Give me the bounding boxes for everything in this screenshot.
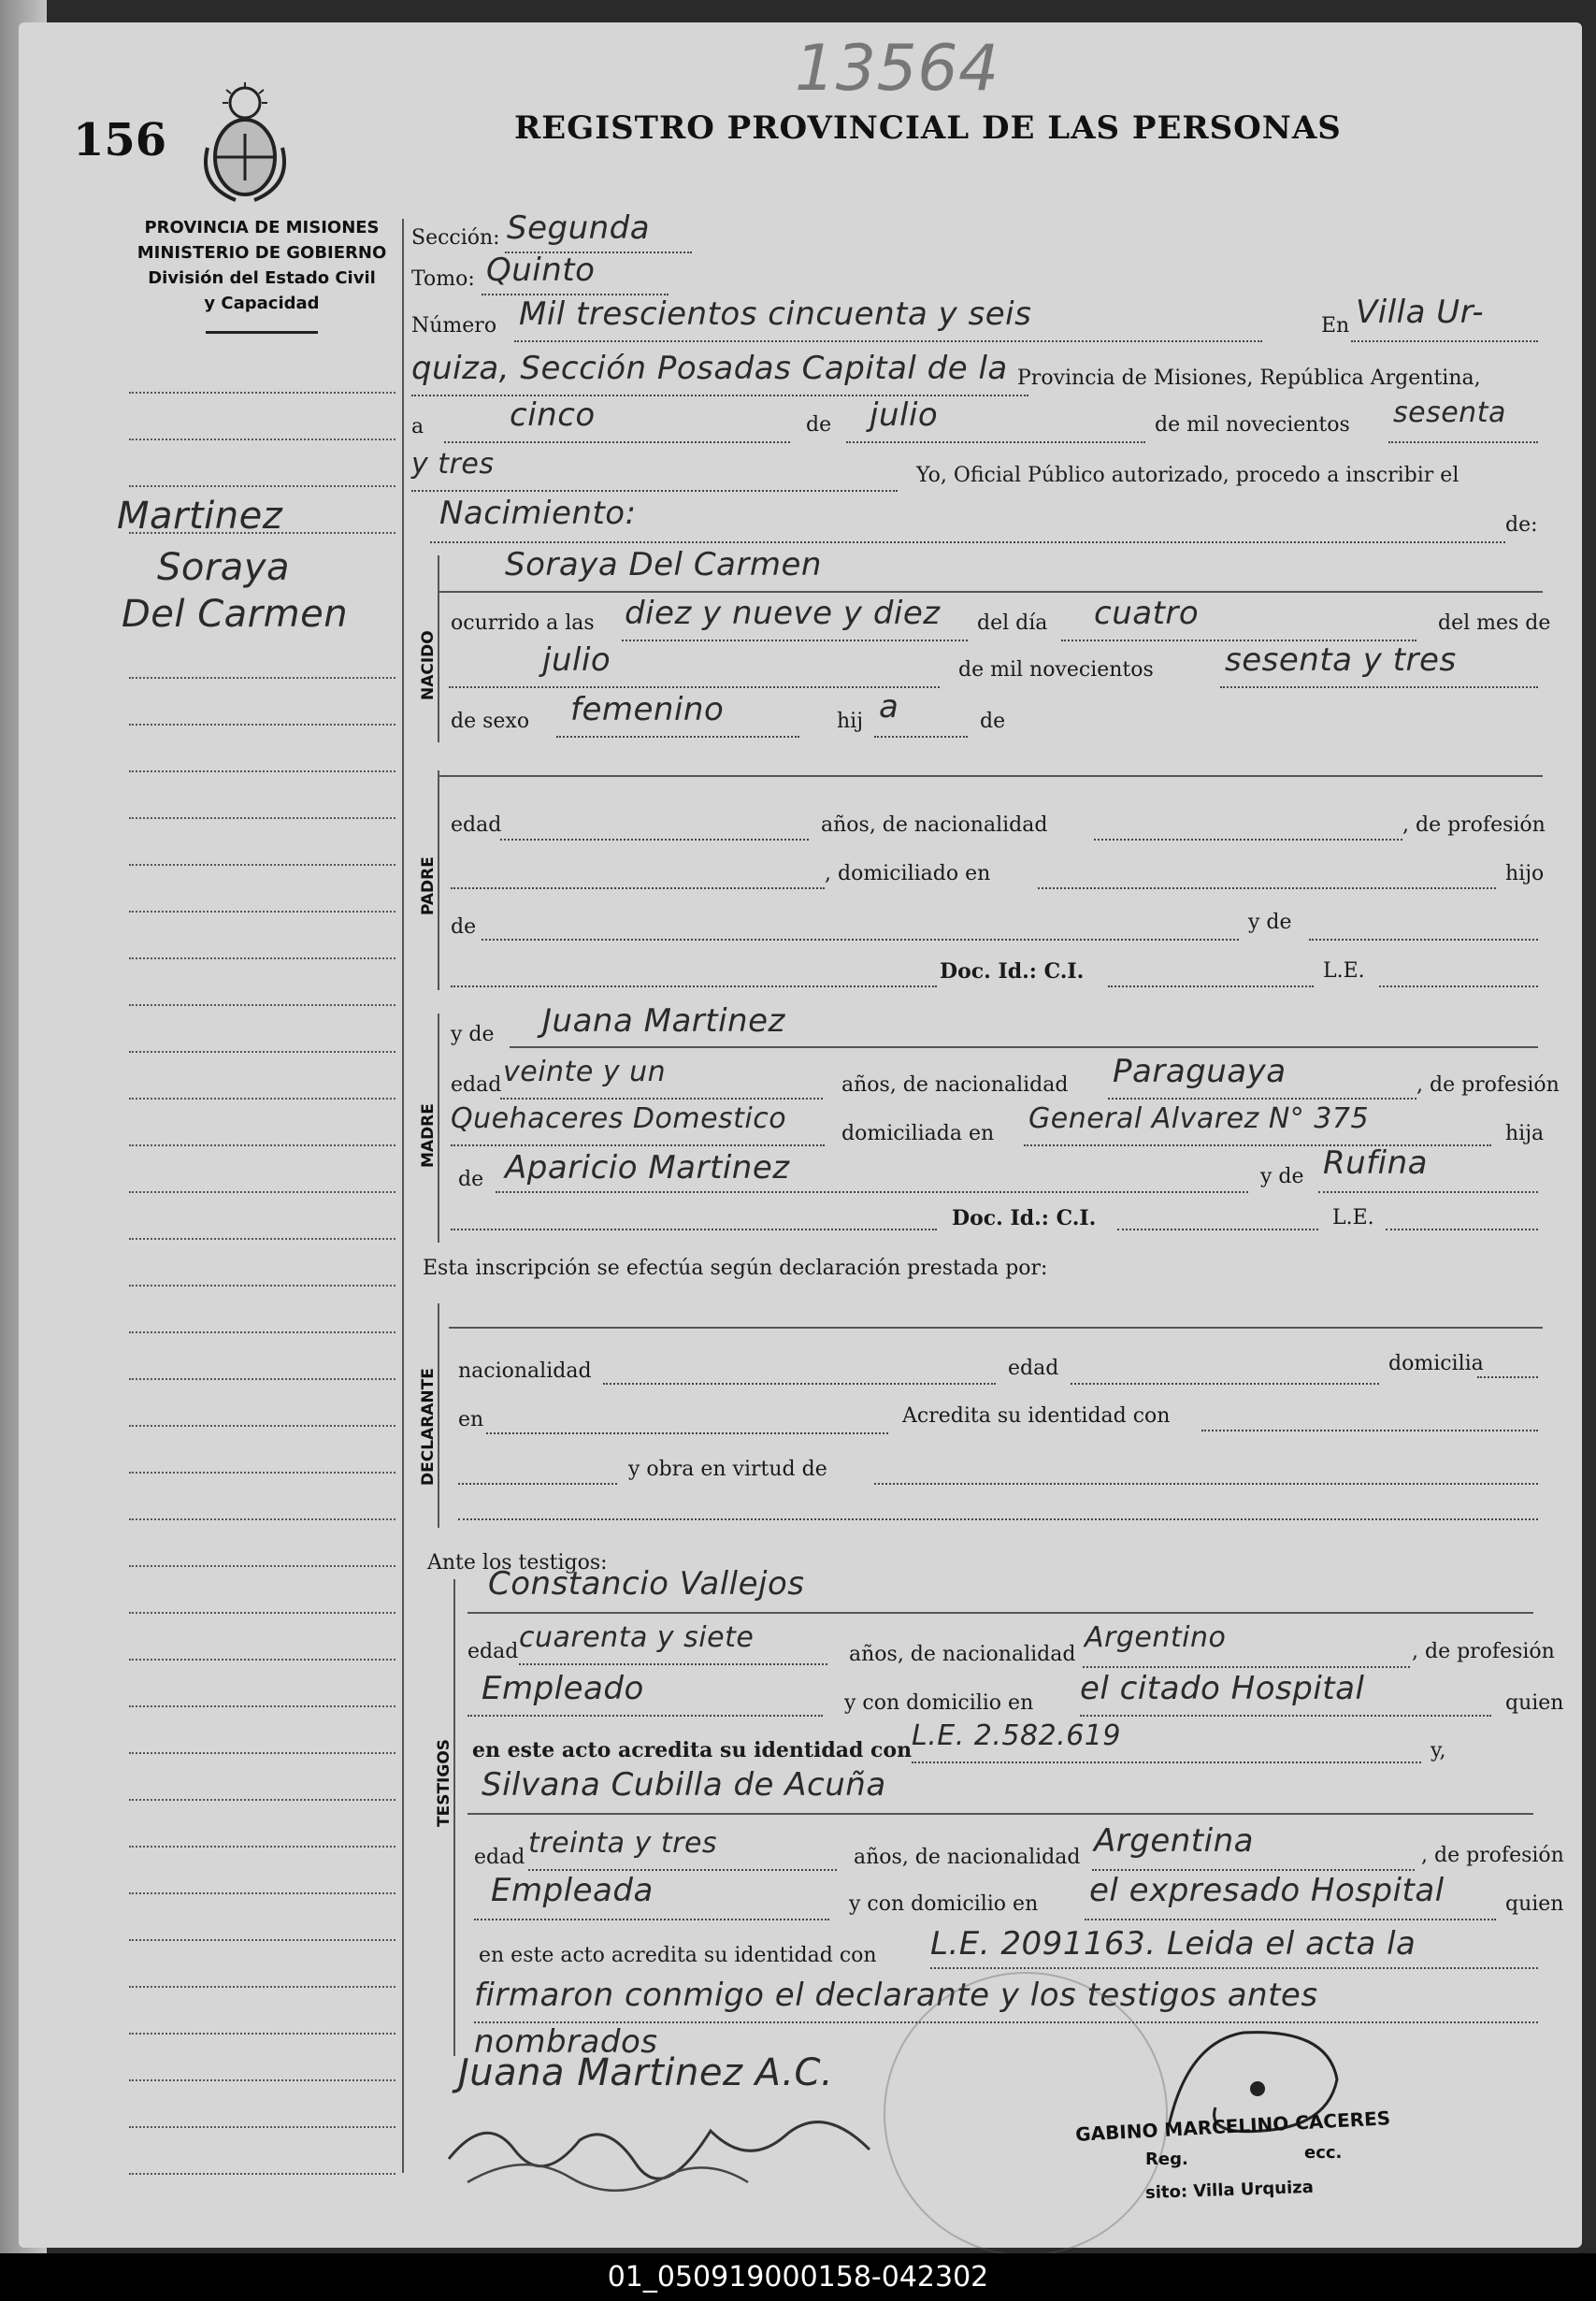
closing-line1: firmaron conmigo el declarante y los testigos antes [474, 1977, 1318, 2014]
official-place: sito: Villa Urquiza [1144, 2177, 1315, 2204]
padre-label: PADRE [419, 856, 438, 915]
testigo2-edad-label: edad [474, 1846, 525, 1869]
madre-name: Juana Martinez [542, 1002, 785, 1040]
anio-label: de mil novecientos [958, 658, 1154, 682]
oficial-text: Yo, Oficial Público autorizado, procedo a inscribir el [916, 464, 1459, 487]
provincia-text: Provincia de Misiones, República Argentina, [1017, 367, 1481, 390]
argentina-coat-of-arms-icon [198, 82, 292, 206]
handwritten-record-number: 13564 [795, 32, 999, 106]
year-value: sesenta [1393, 396, 1506, 429]
madre-doc-label: Doc. Id.: C.I. [952, 1206, 1097, 1230]
testigo2-domicilio-value: el expresado Hospital [1089, 1872, 1445, 1909]
testigo1-nacionalidad-value: Argentino [1085, 1621, 1227, 1654]
margin-note-name: Soraya [157, 546, 291, 589]
padre-profesion-label: , de profesión [1402, 813, 1546, 837]
testigos-label: TESTIGOS [435, 1738, 453, 1827]
padre-y-de-label: y de [1248, 911, 1292, 934]
en-value: Villa Ur- [1356, 294, 1485, 331]
en-label: En [1321, 314, 1350, 338]
testigo1-anios-label: años, de nacionalidad [849, 1643, 1076, 1666]
tomo-value: Quinto [486, 252, 596, 289]
margin-note-surname: Martinez [117, 495, 283, 538]
de-label: de [806, 413, 832, 437]
a-label: a [411, 415, 424, 439]
seccion-value: Segunda [507, 209, 651, 247]
testigo1-profesion-label: , de profesión [1412, 1640, 1555, 1663]
madre-y-de2-label: y de [1260, 1165, 1304, 1188]
de2-label: de: [1505, 513, 1538, 537]
padre-hijo-label: hijo [1505, 862, 1545, 885]
anio-value: sesenta y tres [1225, 641, 1457, 679]
official-role-continued: ecc. [1304, 2143, 1343, 2163]
declarante-obra-label: y obra en virtud de [628, 1458, 827, 1481]
testigo1-edad-value: cuarenta y siete [519, 1621, 755, 1654]
madre-edad-value: veinte y un [503, 1056, 667, 1088]
mes-value: julio [542, 641, 611, 679]
tomo-label: Tomo: [411, 267, 475, 291]
testigo1-domicilio-value: el citado Hospital [1080, 1670, 1365, 1707]
signature-mother: Juana Martinez A.C. [458, 2051, 834, 2094]
office-capacity: y Capacidad [204, 294, 320, 313]
madre-edad-label: edad [451, 1073, 502, 1097]
madre-nacionalidad-value: Paraguaya [1113, 1053, 1287, 1090]
declarante-en-label: en [458, 1408, 484, 1431]
dia-value: cuatro [1094, 595, 1200, 632]
hij-label: hij [837, 710, 864, 733]
witness-signatures [430, 2093, 898, 2196]
madre-domiciliada-label: domiciliada en [841, 1122, 995, 1145]
testigo2-name: Silvana Cubilla de Acuña [482, 1766, 886, 1804]
testigo1-y-label: y, [1431, 1739, 1446, 1762]
testigo1-acredita-label: en este acto acredita su identidad con [472, 1738, 913, 1762]
madre-madre-value: Rufina [1323, 1144, 1428, 1182]
padre-le-label: L.E. [1323, 959, 1365, 983]
declarante-domicilia-label: domicilia [1388, 1352, 1484, 1375]
sexo-value: femenino [570, 691, 725, 728]
office-block [122, 215, 402, 316]
testigo1-quien-label: quien [1505, 1691, 1564, 1715]
madre-label: MADRE [419, 1103, 438, 1168]
registry-page [19, 22, 1582, 2248]
testigo1-edad-label: edad [467, 1640, 519, 1663]
madre-anios-label: años, de nacionalidad [841, 1073, 1069, 1097]
testigo2-acredita-label: en este acto acredita su identidad con [479, 1944, 877, 1967]
ocurrido-label: ocurrido a las [451, 611, 595, 635]
madre-profesion-label: , de profesión [1416, 1073, 1560, 1097]
madre-le-label: L.E. [1332, 1206, 1374, 1230]
main-column-border [402, 219, 404, 2173]
file-id-footer: 01_050919000158-042302 [0, 2253, 1596, 2301]
testigo2-doc-value: L.E. 2091163. Leida el acta la [930, 1925, 1416, 1963]
testigo1-doc-value: L.E. 2.582.619 [912, 1719, 1121, 1752]
office-underline [206, 331, 318, 334]
day-value: cinco [510, 396, 596, 434]
testigo2-profesion-value: Empleada [491, 1872, 654, 1909]
madre-domicilio-value: General Alvarez N° 375 [1028, 1102, 1370, 1135]
declarante-nacionalidad-label: nacionalidad [458, 1359, 592, 1383]
declaracion-text: Esta inscripción se efectúa según declaración prestada por: [423, 1257, 1048, 1280]
office-division: División del Estado Civil [148, 268, 376, 288]
numero-value: Mil trescientos cincuenta y seis [519, 295, 1032, 333]
place-value: quiza, Sección Posadas Capital de la [411, 350, 1008, 387]
testigo2-anios-label: años, de nacionalidad [854, 1846, 1081, 1869]
madre-padre-value: Aparicio Martinez [505, 1149, 790, 1186]
del-dia-label: del día [977, 611, 1048, 635]
declarante-acredita-label: Acredita su identidad con [902, 1404, 1171, 1428]
year-label: de mil novecientos [1155, 413, 1350, 437]
declarante-label: DECLARANTE [419, 1368, 438, 1486]
testigo2-quien-label: quien [1505, 1892, 1564, 1916]
closing-line2: nombrados [474, 2023, 658, 2061]
acto-value: Nacimiento: [439, 495, 637, 532]
padre-edad-label: edad [451, 813, 502, 837]
month-value: julio [870, 396, 939, 434]
madre-de-label: de [458, 1168, 484, 1191]
document-title: REGISTRO PROVINCIAL DE LAS PERSONAS [514, 109, 1342, 147]
padre-doc-label: Doc. Id.: C.I. [940, 959, 1085, 984]
testigo1-profesion-value: Empleado [482, 1670, 644, 1707]
padre-de-label: de [451, 915, 477, 939]
margin-note-middle-name: Del Carmen [122, 593, 349, 636]
testigo1-domicilio-label: y con domicilio en [844, 1691, 1034, 1715]
testigo2-profesion-label: , de profesión [1421, 1844, 1564, 1867]
madre-y-de-label: y de [451, 1023, 495, 1046]
nacido-de-label: de [980, 710, 1006, 733]
del-mes-label: del mes de [1438, 611, 1551, 635]
nacido-name: Soraya Del Carmen [505, 546, 822, 583]
official-name: GABINO MARCELINO CACERES [1074, 2107, 1391, 2146]
testigo2-nacionalidad-value: Argentina [1094, 1822, 1254, 1860]
numero-label: Número [411, 314, 497, 338]
testigo2-edad-value: treinta y tres [528, 1827, 718, 1860]
page-number: 156 [73, 114, 167, 166]
hora-value: diez y nueve y diez [625, 595, 941, 632]
padre-anios-label: años, de nacionalidad [821, 813, 1048, 837]
official-seal-stamp [884, 1972, 1168, 2256]
hij-value: a [879, 688, 899, 726]
testigo1-name: Constancio Vallejos [488, 1565, 805, 1603]
testigos-ante-label: Ante los testigos: [427, 1551, 608, 1575]
office-ministry: MINISTERIO DE GOBIERNO [137, 243, 387, 263]
year-value-continued: y tres [411, 448, 495, 481]
sexo-label: de sexo [451, 710, 530, 733]
office-province: PROVINCIA DE MISIONES [144, 218, 380, 237]
testigo2-domicilio-label: y con domicilio en [849, 1892, 1039, 1916]
padre-domiciliado-label: , domiciliado en [825, 862, 991, 885]
seccion-label: Sección: [411, 226, 500, 250]
madre-profesion-value: Quehaceres Domestico [451, 1102, 787, 1135]
nacido-label: NACIDO [419, 630, 438, 700]
declarante-edad-label: edad [1008, 1357, 1059, 1380]
madre-hija-label: hija [1505, 1122, 1545, 1145]
official-role: Reg. [1145, 2150, 1188, 2169]
